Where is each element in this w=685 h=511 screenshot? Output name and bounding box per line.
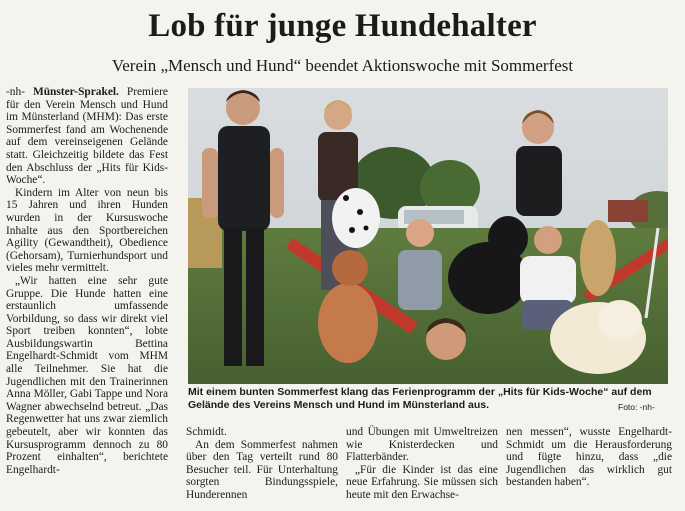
dateline: Münster-Sprakel. (32, 86, 119, 98)
paragraph: „Wir hatten eine sehr gute Gruppe. Die Hunde hatten eine erstaunlich umfassende Vorbildung, so dass wir direkt viel Sport treiben konnten“, lobte Ausbildungswartin Bettina Engelhardt-Schmidt vom MHM alle Teilnehmer. Sie hat die Jugendlichen mit den Trainerinnen Anna Möller, Gabi Tappe und Nora Wagner abwechselnd betreut. „Das Regenwetter hat uns zwar ziemlich gebeutelt, aber wir konnten das Kursusprogramm dennoch zu 80 Prozent einhalten“, berichtete Engelhardt- (6, 274, 168, 476)
photo-credit: Foto: -nh- (618, 402, 655, 412)
paragraph-text: Premiere für den Verein Mensch und Hund im Münsterland (MHM): Das erste Sommerfest fand am Wochenende auf dem vereinseigenen Gelände statt. Gleichzeitig bildete das Fest den Abschluss der „Hits für Kids-Woche“. (6, 86, 168, 187)
photo-caption: Mit einem bunten Sommerfest klang das Ferienprogramm der „Hits für Kids-Woche“ auf dem Gelände des Vereins Mensch und Hund im Münsterland aus. (188, 386, 652, 411)
article-column-c (346, 426, 498, 502)
article-photo (188, 88, 668, 384)
paragraph: nen messen“, wusste Engelhardt-Schmidt um die Herausforderung und fügte hinzu, dass „die Jugendlichen das wirklich gut bestanden haben“. (506, 426, 672, 489)
subheadline: Verein „Mensch und Hund“ beendet Aktionswoche mit Sommerfest (111, 56, 574, 75)
paragraph: „Für die Kinder ist das eine neue Erfahrung. Sie müssen sich heute mit den Erwachse- (346, 463, 498, 501)
author-tag: -nh- (6, 86, 33, 98)
paragraph: Kindern im Alter von neun bis 15 Jahren und ihren Hunden wurden in der Kursuswoche Inhalte aus den Sportbereichen Agility (Gewandtheit), Obedience (Gehorsam), Turnierhundsport und vieles mehr vermittelt. (6, 186, 168, 275)
headline: Lob für junge Hundehalter (148, 8, 537, 44)
article-column-b (186, 426, 338, 502)
paragraph: An dem Sommerfest nahmen über den Tag verteilt rund 80 Besucher teil. Für Unterhaltung sorgten Bindungsspiele, Hunderennen (186, 438, 338, 501)
paragraph: und Übungen mit Umweltreizen wie Knisterdecken und Flatterbänder. (346, 426, 498, 464)
paragraph (6, 86, 168, 187)
paragraph: Schmidt. (186, 426, 227, 438)
article-column-d (506, 426, 672, 489)
article-column-left (6, 86, 168, 476)
